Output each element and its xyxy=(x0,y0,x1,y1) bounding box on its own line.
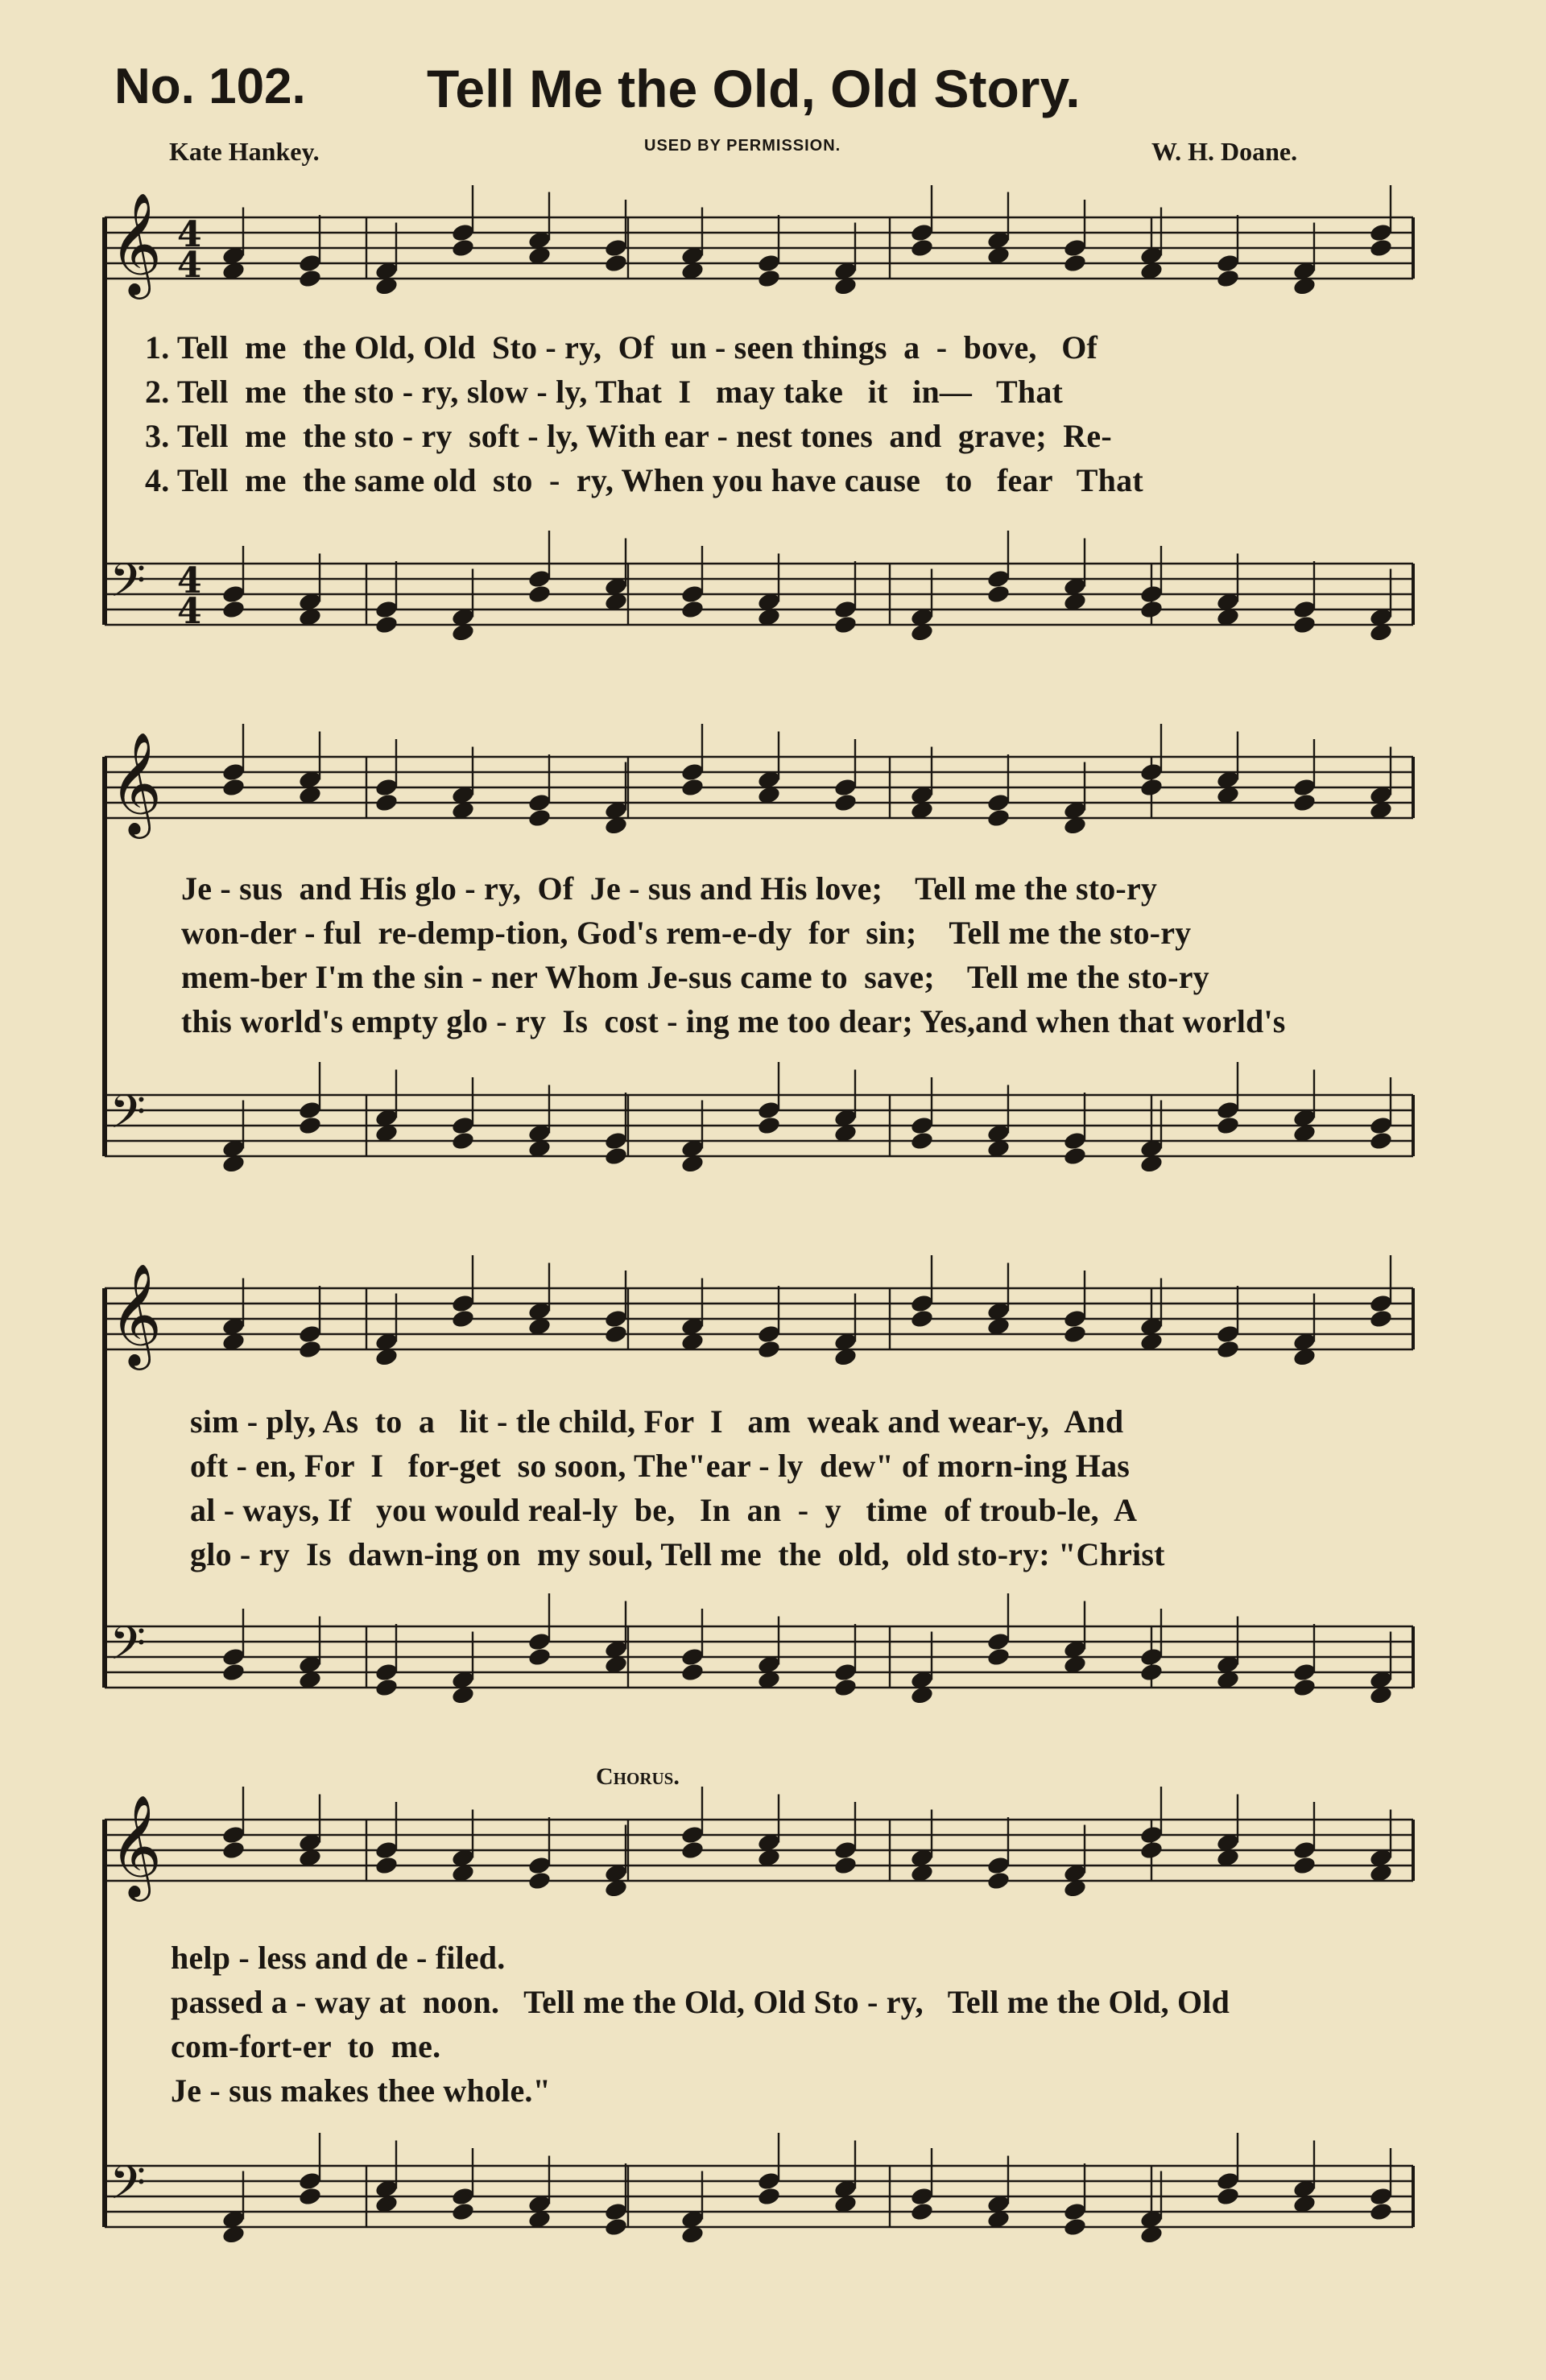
time-signature-digit: 4 xyxy=(177,214,202,255)
note-head xyxy=(1063,253,1088,274)
note-head xyxy=(757,1115,782,1136)
note-head xyxy=(1216,1115,1241,1136)
note-head xyxy=(910,1115,935,1136)
lyric-verse-3: mem-ber I'm the sin - ner Whom Je-sus came to save; Tell me the sto-ry xyxy=(181,959,1209,995)
note-head xyxy=(1139,1840,1164,1861)
treble-clef-icon: 𝄞 xyxy=(110,192,163,295)
lyric-verse-4: this world's empty glo - ry Is cost - ing me too dear; Yes,and when that world's xyxy=(181,1003,1286,1039)
note-head xyxy=(451,2186,476,2207)
treble-clef-icon: 𝄞 xyxy=(110,1262,163,1366)
note-head xyxy=(910,222,935,243)
treble-clef-icon: 𝄞 xyxy=(110,1794,163,1897)
note-head xyxy=(604,1130,629,1151)
hymn-title: Tell Me the Old, Old Story. xyxy=(427,59,1081,118)
lyric-verse-4: 4. Tell me the same old sto - ry, When you have cause to fear That xyxy=(145,462,1143,498)
note-head xyxy=(1139,1647,1164,1667)
bass-clef-icon: 𝄢 xyxy=(110,2155,147,2221)
note-head xyxy=(1292,1840,1317,1861)
note-head xyxy=(986,1631,1011,1652)
note-head xyxy=(986,584,1011,605)
note-head xyxy=(221,1647,246,1667)
note-head xyxy=(451,2201,476,2222)
music-system-2 xyxy=(0,717,1546,1200)
note-head xyxy=(604,1146,629,1167)
note-head xyxy=(374,599,399,620)
note-head xyxy=(527,584,552,605)
note-head xyxy=(604,2217,629,2237)
note-head xyxy=(757,2171,782,2192)
note-head xyxy=(1139,1662,1164,1683)
chorus-label: Chorus. xyxy=(596,1763,680,1790)
note-head xyxy=(680,777,705,798)
note-head xyxy=(451,238,476,258)
note-head xyxy=(1369,1308,1394,1329)
note-head xyxy=(1292,792,1317,813)
note-head xyxy=(1216,2186,1241,2207)
music-system-3 xyxy=(0,1248,1546,1731)
note-head xyxy=(1063,1146,1088,1167)
note-head xyxy=(1063,2201,1088,2222)
note-head xyxy=(451,1115,476,1136)
note-head xyxy=(298,1324,323,1345)
lyric-verse-2: passed a - way at noon. Tell me the Old, Old Sto - ry, Tell me the Old, Old xyxy=(171,1984,1230,2020)
note-head xyxy=(298,268,323,289)
note-head xyxy=(910,2186,935,2207)
hymn-number: No. 102. xyxy=(114,59,306,114)
note-head xyxy=(604,1308,629,1329)
note-head xyxy=(910,1293,935,1314)
lyric-verse-1: 1. Tell me the Old, Old Sto - ry, Of un - seen things a - bove, Of xyxy=(145,329,1098,366)
note-head xyxy=(298,253,323,274)
hymn-header xyxy=(0,0,1546,177)
note-head xyxy=(1292,1855,1317,1876)
note-head xyxy=(451,1293,476,1314)
note-head xyxy=(527,808,552,828)
note-head xyxy=(680,762,705,783)
note-head xyxy=(1139,762,1164,783)
note-head xyxy=(221,777,246,798)
note-head xyxy=(910,238,935,258)
note-head xyxy=(221,1840,246,1861)
note-head xyxy=(680,1824,705,1845)
note-head xyxy=(527,568,552,589)
note-head xyxy=(1292,1662,1317,1683)
note-head xyxy=(374,1840,399,1861)
note-head xyxy=(1063,1130,1088,1151)
lyric-verse-3: 3. Tell me the sto - ry soft - ly, With ear - nest tones and grave; Re- xyxy=(145,418,1112,454)
note-head xyxy=(451,222,476,243)
note-head xyxy=(1063,2217,1088,2237)
note-head xyxy=(1216,1324,1241,1345)
note-head xyxy=(1063,238,1088,258)
music-notation-3 xyxy=(0,1248,1546,1731)
note-head xyxy=(833,1662,858,1683)
note-head xyxy=(757,253,782,274)
note-head xyxy=(1063,1308,1088,1329)
lyric-verse-4: Je - sus makes thee whole." xyxy=(171,2072,552,2109)
note-head xyxy=(298,1115,323,1136)
composer: W. H. Doane. xyxy=(1151,137,1298,166)
note-head xyxy=(604,2201,629,2222)
note-head xyxy=(757,1324,782,1345)
time-signature-digit: 4 xyxy=(177,560,202,601)
note-head xyxy=(527,792,552,813)
note-head xyxy=(1139,777,1164,798)
note-head xyxy=(910,1308,935,1329)
note-head xyxy=(298,2186,323,2207)
permission-notice: USED BY PERMISSION. xyxy=(644,137,841,155)
note-head xyxy=(1216,253,1241,274)
note-head xyxy=(1369,2186,1394,2207)
note-head xyxy=(451,1308,476,1329)
lyric-verse-3: com-fort-er to me. xyxy=(171,2028,441,2064)
note-head xyxy=(833,1677,858,1698)
note-head xyxy=(1292,777,1317,798)
note-head xyxy=(833,1855,858,1876)
note-head xyxy=(757,1100,782,1121)
note-head xyxy=(986,1870,1011,1891)
note-head xyxy=(1292,614,1317,635)
time-signature-digit: 4 xyxy=(177,591,202,632)
time-signature-digit: 4 xyxy=(177,245,202,286)
note-head xyxy=(757,2186,782,2207)
lyric-verse-1: Je - sus and His glo - ry, Of Je - sus and His love; Tell me the sto-ry xyxy=(181,870,1158,907)
note-head xyxy=(757,1339,782,1360)
note-head xyxy=(298,1339,323,1360)
note-head xyxy=(1369,1130,1394,1151)
note-head xyxy=(833,614,858,635)
treble-clef-icon: 𝄞 xyxy=(110,731,163,834)
note-head xyxy=(527,1647,552,1667)
note-head xyxy=(833,599,858,620)
note-head xyxy=(833,1840,858,1861)
note-head xyxy=(527,1855,552,1876)
note-head xyxy=(986,792,1011,813)
lyric-verse-3: al - ways, If you would real-ly be, In an - y time of troub-le, A xyxy=(190,1492,1138,1528)
note-head xyxy=(451,1130,476,1151)
note-head xyxy=(1369,2201,1394,2222)
lyric-verse-2: oft - en, For I for-get so soon, The"ear - ly dew" of morn-ing Has xyxy=(190,1448,1131,1484)
note-head xyxy=(1216,2171,1241,2192)
music-system-1 xyxy=(0,185,1546,668)
note-head xyxy=(680,599,705,620)
note-head xyxy=(680,1840,705,1861)
note-head xyxy=(374,792,399,813)
lyric-verse-2: 2. Tell me the sto - ry, slow - ly, That I may take it in— That xyxy=(145,374,1064,410)
note-head xyxy=(1139,584,1164,605)
note-head xyxy=(527,1870,552,1891)
note-head xyxy=(1292,599,1317,620)
note-head xyxy=(680,1662,705,1683)
note-head xyxy=(680,1647,705,1667)
note-head xyxy=(221,599,246,620)
lyric-verse-4: glo - ry Is dawn-ing on my soul, Tell me the old, old sto-ry: "Christ xyxy=(190,1536,1165,1572)
note-head xyxy=(1369,1115,1394,1136)
note-head xyxy=(1369,1293,1394,1314)
note-head xyxy=(374,614,399,635)
note-head xyxy=(527,1631,552,1652)
note-head xyxy=(221,762,246,783)
note-head xyxy=(986,1647,1011,1667)
note-head xyxy=(1063,1324,1088,1345)
note-head xyxy=(1216,1100,1241,1121)
note-head xyxy=(374,1662,399,1683)
note-head xyxy=(757,268,782,289)
bass-clef-icon: 𝄢 xyxy=(110,1616,147,1682)
music-system-4 xyxy=(0,1763,1546,2287)
note-head xyxy=(833,792,858,813)
note-head xyxy=(1139,599,1164,620)
note-head xyxy=(986,808,1011,828)
note-head xyxy=(298,2171,323,2192)
note-head xyxy=(1139,1824,1164,1845)
note-head xyxy=(680,584,705,605)
note-head xyxy=(986,568,1011,589)
note-head xyxy=(910,2201,935,2222)
bass-clef-icon: 𝄢 xyxy=(110,553,147,619)
note-head xyxy=(374,1677,399,1698)
note-head xyxy=(604,253,629,274)
note-head xyxy=(986,1855,1011,1876)
note-head xyxy=(1216,268,1241,289)
note-head xyxy=(910,1130,935,1151)
note-head xyxy=(1216,1339,1241,1360)
note-head xyxy=(221,1824,246,1845)
lyric-verse-1: help - less and de - filed. xyxy=(171,1940,506,1976)
note-head xyxy=(1369,238,1394,258)
note-head xyxy=(221,584,246,605)
note-head xyxy=(604,1324,629,1345)
lyric-verse-1: sim - ply, As to a lit - tle child, For I am weak and wear-y, And xyxy=(190,1403,1124,1440)
note-head xyxy=(833,777,858,798)
note-head xyxy=(604,238,629,258)
note-head xyxy=(1292,1677,1317,1698)
note-head xyxy=(374,1855,399,1876)
note-head xyxy=(298,1100,323,1121)
bass-clef-icon: 𝄢 xyxy=(110,1085,147,1151)
lyricist: Kate Hankey. xyxy=(169,137,320,166)
note-head xyxy=(374,777,399,798)
lyric-verse-2: won-der - ful re-demp-tion, God's rem-e-dy for sin; Tell me the sto-ry xyxy=(181,915,1192,951)
music-notation-4 xyxy=(0,1763,1546,2287)
note-head xyxy=(1369,222,1394,243)
note-head xyxy=(221,1662,246,1683)
